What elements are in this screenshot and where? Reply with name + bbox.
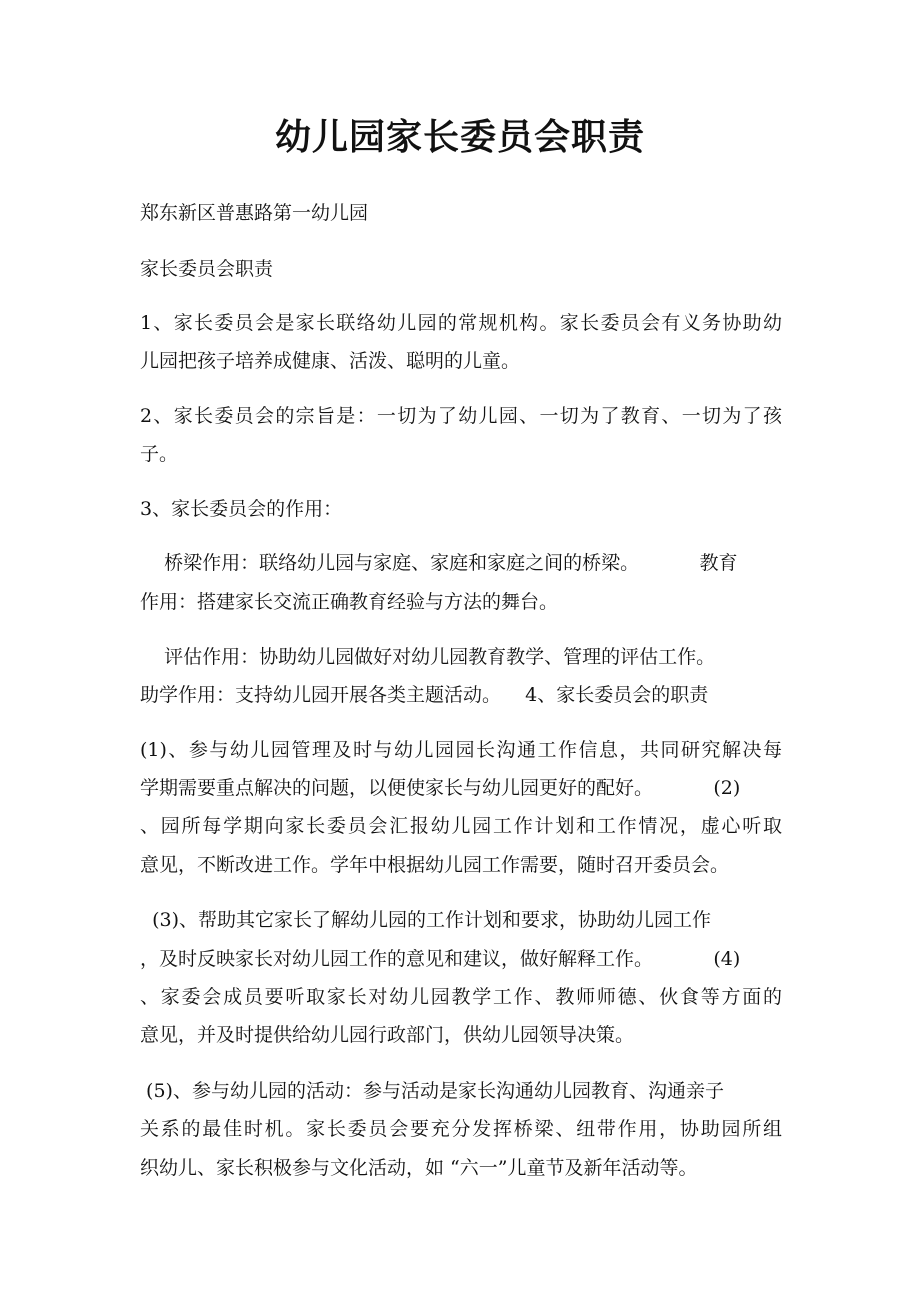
school-name: 郑东新区普惠路第一幼儿园: [140, 202, 369, 224]
duty-2-line-1: 、园所每学期向家长委员会汇报幼儿园工作计划和工作情况，虚心听取: [140, 815, 782, 837]
duty-4-line-2: 意见，并及时提供给幼儿园行政部门，供幼儿园领导决策。: [140, 1024, 635, 1046]
duty-2-line-2: 意见，不断改进工作。学年中根据幼儿园工作需要，随时召开委员会。: [140, 854, 730, 876]
item-1-line-1: 1、家长委员会是家长联络幼儿园的常规机构。家长委员会有义务协助幼: [140, 312, 782, 334]
duty-4-line-1: 、家委会成员要听取家长对幼儿园教学工作、教师师德、伙食等方面的: [140, 986, 782, 1008]
assist-role-line: 助学作用：支持幼儿园开展各类主题活动。 4、家长委员会的职责: [140, 684, 709, 706]
item-2-line-1: 2、家长委员会的宗旨是：一切为了幼儿园、一切为了教育、一切为了孩: [140, 405, 782, 427]
item-2-line-2: 子。: [140, 443, 179, 465]
duty-5-line-1: (5)、参与幼儿园的活动：参与活动是家长沟通幼儿园教育、沟通亲子: [140, 1080, 724, 1102]
bridge-role-line-1: 桥梁作用：联络幼儿园与家庭、家庭和家庭之间的桥梁。 教育: [140, 552, 738, 574]
duty-5-line-2: 关系的最佳时机。家长委员会要充分发挥桥梁、纽带作用，协助园所组: [140, 1118, 782, 1140]
duty-5-line-3: 织幼儿、家长积极参与文化活动，如 “六一”儿童节及新年活动等。: [140, 1157, 698, 1179]
duty-3-line-1: (3)、帮助其它家长了解幼儿园的工作计划和要求，协助幼儿园工作: [140, 909, 711, 931]
duty-1-line-2: 学期需要重点解决的问题，以便使家长与幼儿园更好的配好。 (2): [140, 777, 741, 799]
section-heading: 家长委员会职责: [140, 258, 274, 280]
duty-3-line-2: ，及时反映家长对幼儿园工作的意见和建议，做好解释工作。 (4): [140, 948, 741, 970]
item-3-heading: 3、家长委员会的作用：: [140, 498, 343, 520]
document-title: 幼儿园家长委员会职责: [274, 116, 645, 158]
evaluation-role-line: 评估作用：协助幼儿园做好对幼儿园教育教学、管理的评估工作。: [140, 646, 716, 668]
education-role-line: 作用：搭建家长交流正确教育经验与方法的舞台。: [140, 591, 559, 613]
item-1-line-2: 儿园把孩子培养成健康、活泼、聪明的儿童。: [140, 350, 521, 372]
duty-1-line-1: (1)、参与幼儿园管理及时与幼儿园园长沟通工作信息，共同研究解决每: [140, 739, 782, 761]
